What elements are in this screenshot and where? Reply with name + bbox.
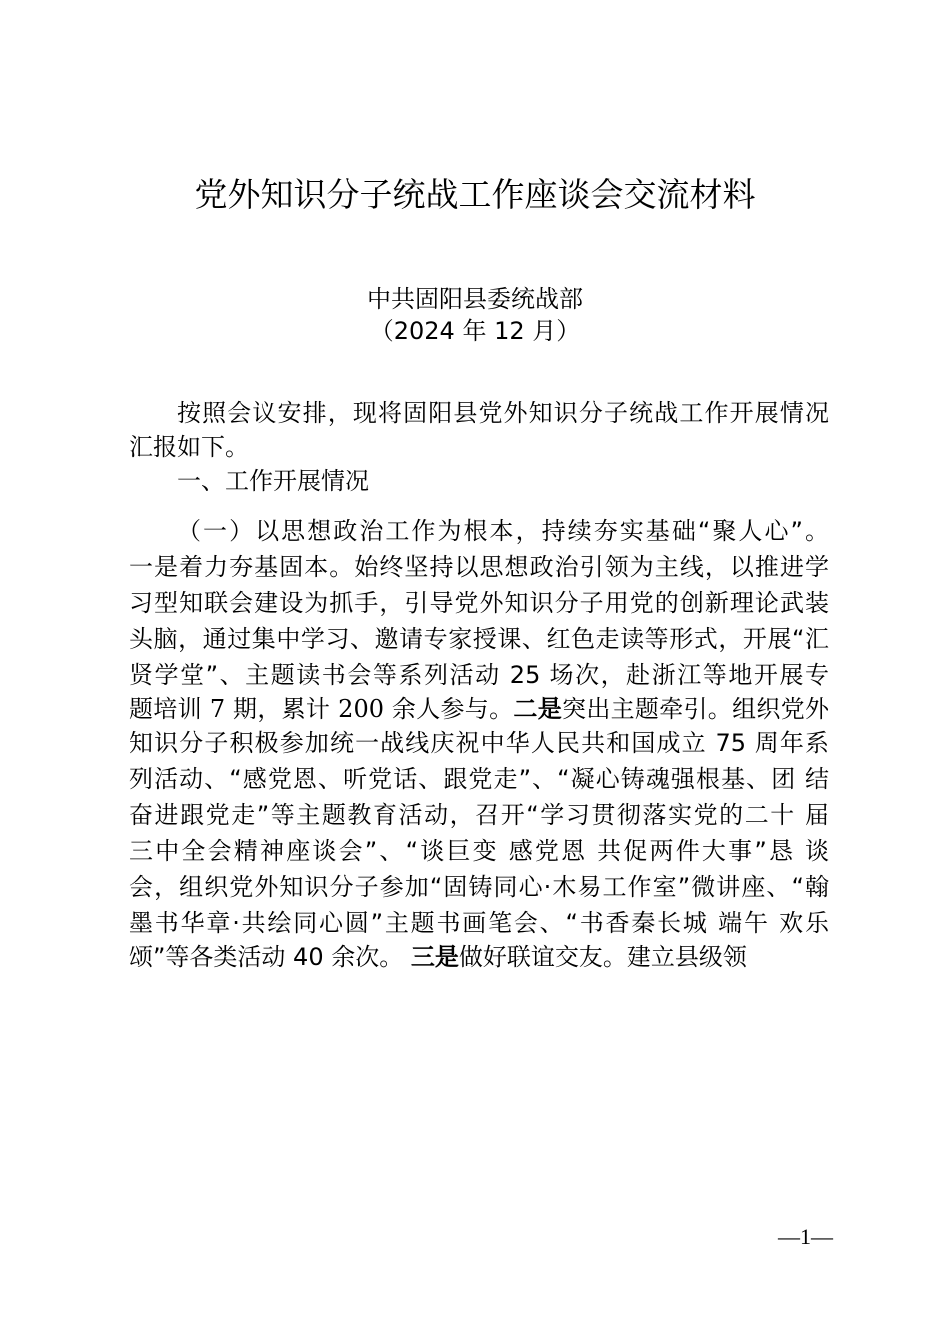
text-run: 7 [209,695,226,723]
intro-line-2: 汇报如下。 [129,433,249,461]
text-run: 突出主题牵引。组织党外 [562,695,830,723]
subsection-heading: （一）以思想政治工作为根本，持续夯实基础“聚人心”。 [177,517,829,545]
bold-marker: 二是 [513,695,563,723]
text-run: 做好联谊交友。建立县级领 [458,943,747,971]
text-run: 期，累计 [225,695,339,723]
intro-line-1: 按照会议安排，现将固阳县党外知识分子统战工作开展情况 [177,399,829,427]
page-number: —1— [778,1224,833,1249]
body-line: 贤学堂”、主题读书会等系列活动 25 场次，赴浙江等地开展专 [129,661,829,689]
body-line: 习型知联会建设为抓手，引导党外知识分子用党的创新理论武装 [129,589,829,617]
text-run: 200 [338,695,384,723]
body-line [129,692,829,726]
issuing-organization: 中共固阳县委统战部 [367,285,583,313]
document-date: （2024 年 12 月） [369,317,581,345]
body-line: 一是着力夯基固本。始终坚持以思想政治引领为主线，以推进学 [129,553,829,581]
body-line: 头脑，通过集中学习、邀请专家授课、红色走读等形式，开展“汇 [129,625,829,653]
text-run: 颂”等各类活动 40 余次。 [129,943,404,971]
body-line: 三中全会精神座谈会”、“谈巨变 感党恩 共促两件大事”恳 谈 [129,837,829,865]
body-line: 知识分子积极参加统一战线庆祝中华人民共和国成立 75 周年系 [129,729,829,757]
section-heading: 一、工作开展情况 [177,467,369,495]
document-title: 党外知识分子统战工作座谈会交流材料 [194,175,756,214]
text-run: 题培训 [129,695,210,723]
text-run: 余人参与。 [383,695,514,723]
bold-marker: 三是 [410,943,459,971]
body-line: 会，组织党外知识分子参加“固铸同心·木易工作室”微讲座、“翰 [129,873,829,901]
body-line: 墨书华章·共绘同心圆”主题书画笔会、“书香秦长城 端午 欢乐 [129,909,829,937]
body-line: 列活动、“感党恩、听党话、跟党走”、“凝心铸魂强根基、团 结 [129,765,829,793]
body-line: 奋进跟党走”等主题教育活动，召开“学习贯彻落实党的二十 届 [129,801,829,829]
body-line [129,940,747,974]
